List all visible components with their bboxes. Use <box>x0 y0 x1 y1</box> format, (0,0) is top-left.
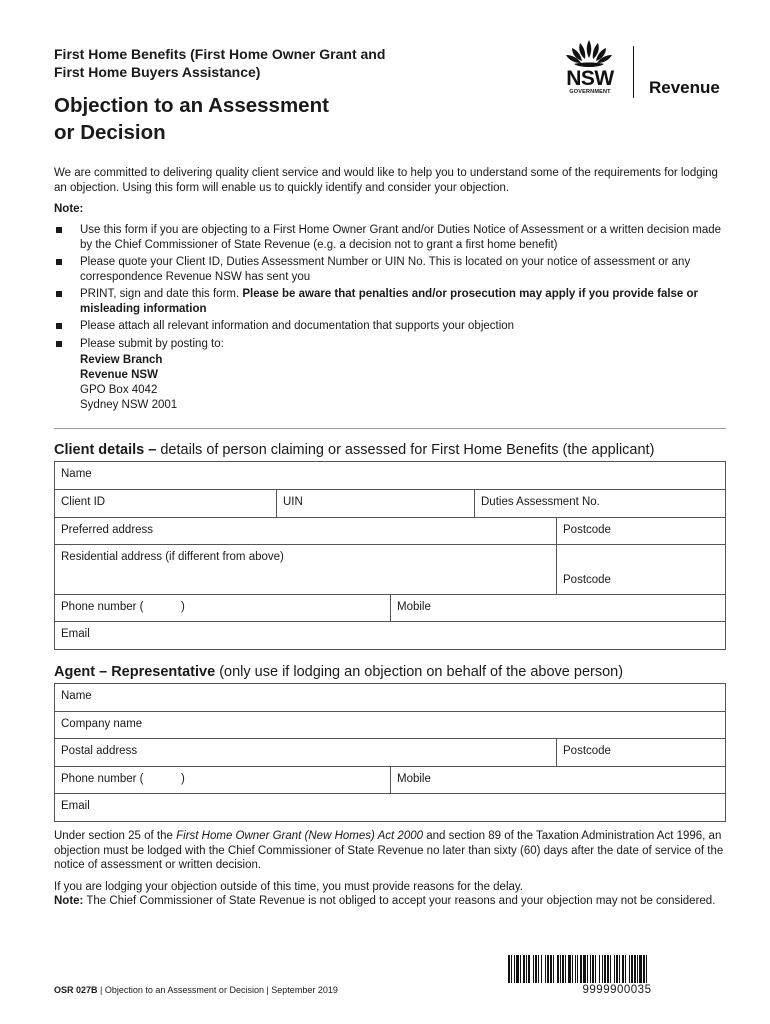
penalty-warning: Please be aware that penalties and/or prosecution may apply if you provide false or misleading information <box>80 288 699 315</box>
list-item <box>54 319 734 334</box>
footer-form-name: Objection to an Assessment or Decision <box>104 985 264 995</box>
barcode-bar <box>508 955 510 983</box>
client-heading-bold: Client details – <box>54 442 157 458</box>
legal-notice <box>54 829 730 916</box>
footer-separator: | <box>263 985 272 995</box>
form-subtitle-line2: First Home Buyers Assistance) <box>54 64 261 80</box>
form-row <box>55 684 725 712</box>
barcode-bar <box>526 955 527 983</box>
client-heading-rest: details of person claiming or assessed for First Home Benefits (the applicant) <box>156 442 655 458</box>
field-label: Client ID <box>61 496 106 508</box>
barcode-bar <box>538 955 539 983</box>
page-title <box>54 92 474 146</box>
barcode-number: 9999900035 <box>582 984 652 996</box>
field-label: Name <box>61 690 92 702</box>
preferred-postcode-field[interactable] <box>557 518 725 544</box>
field-label: Email <box>61 800 90 812</box>
address-line: Revenue NSW <box>80 369 158 381</box>
company-name-field[interactable] <box>55 712 725 738</box>
barcode-bar <box>639 955 642 983</box>
barcode-bar <box>643 955 645 983</box>
field-label: ) <box>181 601 185 613</box>
form-row <box>55 462 725 490</box>
barcode-bar <box>535 955 537 983</box>
barcode-bar <box>562 955 564 983</box>
barcode-bar <box>550 955 552 983</box>
barcode-bar <box>614 955 615 983</box>
bullet-icon <box>56 259 62 265</box>
barcode-bar <box>514 955 515 983</box>
barcode-bar <box>572 955 573 983</box>
barcode-bar <box>577 955 578 983</box>
barcode-bar <box>565 955 566 983</box>
barcode-bar <box>619 955 620 983</box>
legal-note <box>54 894 730 909</box>
address-line: GPO Box 4042 <box>80 384 158 396</box>
client-phone-field[interactable] <box>55 595 391 621</box>
client-details-form <box>54 461 726 650</box>
barcode-icon <box>508 955 726 983</box>
barcode-bar <box>590 955 591 983</box>
client-id-field[interactable] <box>55 490 277 517</box>
agent-email-field[interactable] <box>55 794 725 821</box>
field-label: Name <box>61 468 92 480</box>
barcode-bar <box>599 955 600 983</box>
barcode-bar <box>523 955 525 983</box>
act-title: First Home Owner Grant (New Homes) Act 2000 <box>176 830 423 842</box>
form-row <box>55 767 725 794</box>
barcode-bar <box>583 955 586 983</box>
barcode-bar <box>646 955 647 983</box>
form-subtitle <box>54 45 474 81</box>
barcode-bar <box>631 955 633 983</box>
barcode-bar <box>568 955 571 983</box>
note-label: Note: <box>54 203 84 215</box>
client-email-field[interactable] <box>55 622 725 649</box>
form-row <box>55 712 725 739</box>
agent-mobile-field[interactable] <box>391 767 725 793</box>
field-label: Preferred address <box>61 524 154 536</box>
footer-date: September 2019 <box>271 985 338 995</box>
legal-text: If you are lodging your objection outside of this time, you must provide reasons for the delay. <box>54 880 523 893</box>
bullet-icon <box>56 227 62 233</box>
legal-paragraph <box>54 829 730 873</box>
barcode-bar <box>625 955 626 983</box>
field-label: UIN <box>283 496 303 508</box>
barcode-bar <box>553 955 554 983</box>
barcode-bar <box>587 955 588 983</box>
page-title-line1: Objection to an Assessment <box>54 94 329 117</box>
barcode-bar <box>511 955 512 983</box>
barcode-bar <box>595 955 596 983</box>
barcode-bar <box>547 955 549 983</box>
form-subtitle-line1: First Home Benefits (First Home Owner Grant and <box>54 46 386 62</box>
notes-list <box>54 223 734 416</box>
note-text: Please attach all relevant information and documentation that supports your objection <box>80 320 515 332</box>
form-row <box>55 595 725 622</box>
duties-assessment-no-field[interactable] <box>475 490 725 517</box>
residential-address-field[interactable] <box>55 545 557 594</box>
field-label: Email <box>61 628 90 640</box>
form-row <box>55 518 725 545</box>
revenue-wordmark: Revenue <box>649 78 720 97</box>
agent-postcode-field[interactable] <box>557 739 725 766</box>
barcode-bar <box>610 955 611 983</box>
postal-address-block <box>80 353 734 413</box>
bullet-icon <box>56 323 62 329</box>
form-row <box>55 739 725 767</box>
barcode-bar <box>541 955 542 983</box>
footer <box>54 985 338 995</box>
preferred-address-field[interactable] <box>55 518 557 544</box>
uin-field[interactable] <box>277 490 475 517</box>
barcode-bar <box>520 955 521 983</box>
logo-divider <box>633 46 634 98</box>
agent-heading <box>54 663 744 681</box>
barcode-bar <box>528 955 530 983</box>
bullet-icon <box>56 291 62 297</box>
form-row <box>55 545 725 595</box>
barcode-bar <box>533 955 534 983</box>
legal-text: Under section 25 of the <box>54 830 177 842</box>
barcode-bar <box>604 955 606 983</box>
barcode-bar <box>516 955 519 983</box>
field-label: Postal address <box>61 745 138 757</box>
barcode-bar <box>629 955 630 983</box>
barcode-bar <box>560 955 561 983</box>
field-label: Postcode <box>563 524 611 536</box>
agent-form <box>54 683 726 822</box>
bullet-icon <box>56 341 62 347</box>
list-item <box>54 337 734 414</box>
government-wordmark: GOVERNMENT <box>569 89 611 95</box>
address-line: Sydney NSW 2001 <box>80 399 178 411</box>
legal-note-label: Note: <box>54 895 84 907</box>
barcode-bar <box>557 955 559 983</box>
field-label: Mobile <box>397 601 431 613</box>
field-label: Postcode <box>563 574 611 586</box>
field-label: Phone number ( <box>61 601 144 613</box>
field-label: Phone number ( <box>61 773 144 785</box>
agent-heading-bold: Agent – Representative <box>54 664 216 680</box>
note-text: PRINT, sign and date this form. <box>80 288 243 300</box>
field-label: ) <box>181 773 185 785</box>
section-divider <box>54 428 726 429</box>
form-row <box>55 622 725 649</box>
barcode-bar <box>634 955 636 983</box>
intro-text: We are committed to delivering quality client service and would like to help you to understand some of the requirements for lodging an objection. Using this form will enable us to quickly identify and consider your objection. <box>54 167 718 194</box>
barcode-bar <box>637 955 638 983</box>
legal-text: The Chief Commissioner of State Revenue is not obliged to accept your reasons and your objection may not be considered. <box>83 895 716 907</box>
legal-text: and section 89 of the Taxation Administration Act 1996, an objection must be lodged with the Chief Commissioner of State Revenue no later than sixty (60) days after the date of service of the notice of assessment or written decision. <box>54 830 724 871</box>
barcode-bar <box>580 955 582 983</box>
barcode-bar <box>602 955 603 983</box>
form-row <box>55 794 725 821</box>
barcode-bar <box>616 955 618 983</box>
field-label: Duties Assessment No. <box>481 496 600 508</box>
footer-separator: | <box>97 985 105 995</box>
agent-name-field[interactable] <box>55 684 725 711</box>
field-label: Residential address (if different from above) <box>61 551 284 563</box>
client-details-heading <box>54 441 744 459</box>
residential-postcode-field[interactable] <box>557 545 725 594</box>
barcode-bar <box>545 955 546 983</box>
field-label: Mobile <box>397 773 431 785</box>
form-code: OSR 027B <box>54 985 98 995</box>
agent-phone-field[interactable] <box>55 767 391 793</box>
barcode-bar <box>622 955 624 983</box>
barcode-bar <box>575 955 576 983</box>
note-text: Please submit by posting to: <box>80 337 224 350</box>
client-mobile-field[interactable] <box>391 595 725 621</box>
list-item <box>54 255 734 284</box>
postal-address-field[interactable] <box>55 739 557 766</box>
list-item <box>54 287 734 316</box>
note-text: Use this form if you are objecting to a First Home Owner Grant and/or Duties Notice of Assessment or a written decision made by the Chief Commissioner of State Revenue (e.g. a decision not to grant a first home benefit) <box>80 224 722 251</box>
note-text: Please quote your Client ID, Duties Assessment Number or UIN No. This is located on your notice of assessment or any correspondence Revenue NSW has sent you <box>80 256 691 283</box>
address-line: Review Branch <box>80 354 163 366</box>
field-label: Company name <box>61 718 143 730</box>
nsw-wordmark: NSW <box>566 67 614 90</box>
barcode-bar <box>607 955 609 983</box>
page-title-line2: or Decision <box>54 121 166 144</box>
field-label: Postcode <box>563 745 611 757</box>
legal-paragraph <box>54 880 730 895</box>
barcode-bar <box>592 955 594 983</box>
nsw-revenue-logo <box>556 38 736 98</box>
client-name-field[interactable] <box>55 462 725 489</box>
agent-heading-rest: (only use if lodging an objection on behalf of the above person) <box>215 664 624 680</box>
list-item <box>54 223 734 252</box>
form-row <box>55 490 725 518</box>
